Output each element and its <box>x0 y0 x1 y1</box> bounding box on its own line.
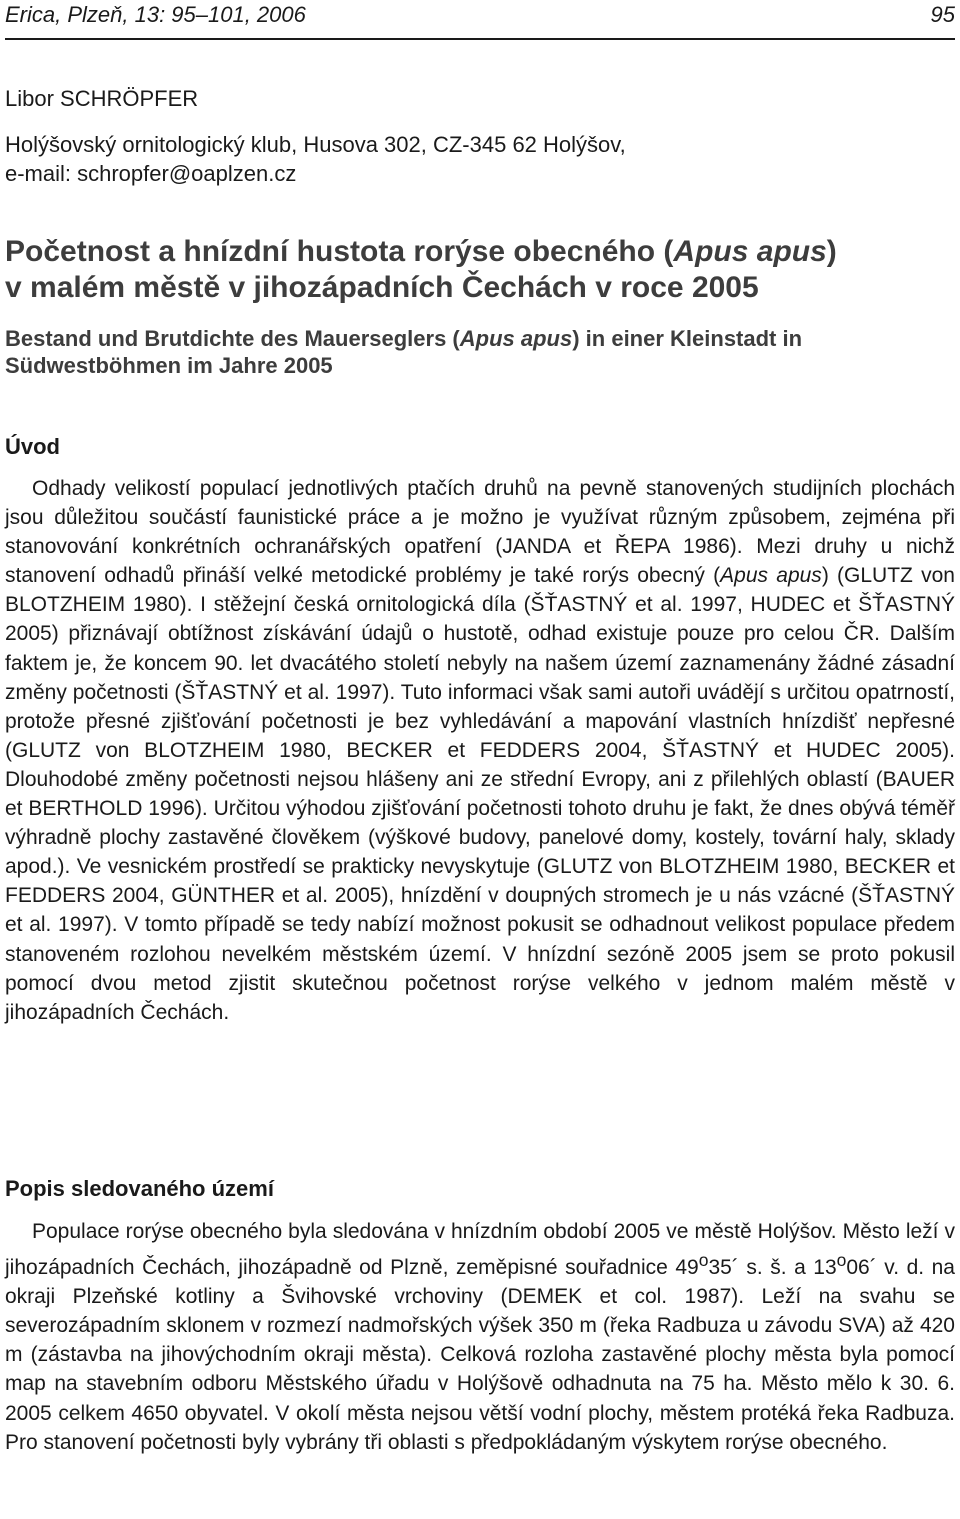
species-name: Apus apus <box>673 235 827 268</box>
page-number: 95 <box>930 2 955 27</box>
title-czech-line1: Početnost a hnízdní hustota rorýse obecného (Apus apus) <box>5 235 837 268</box>
species-name: Apus apus <box>720 564 822 588</box>
paragraph-uvod: Odhady velikostí populací jednotlivých ptačích druhů na pevně stanovených studijních plochách jsou důležitou součástí faunistické práce a je možno je využívat různým způsobem, zejména při stanovování konkrétních ochranářských opatření (JANDA et ŘEPA 1986). Mezi druhy u nichž stanovení odhadů přináší velké metodické problémy je také rorýs obecný (Apus apus) (GLUTZ von BLOTZHEIM 1980). I stěžejní česká ornitologická díla (ŠŤASTNÝ et al. 1997, HUDEC et ŠŤASTNÝ 2005) přiznávají obtížnost získávání údajů o hustotě, odhad existuje pouze pro celou ČR. Dalším faktem je, že koncem 90. let dvacátého století nebyly na našem území zaznamenány žádné zásadní změny početnosti (ŠŤASTNÝ et al. 1997). Tuto informaci však sami autoři uvádějí s určitou opatrností, protože přesné zjišťování početnosti je bez vyhledávání a mapování vlastních hnízdišť nepřesné (GLUTZ von BLOTZHEIM 1980, BECKER et FEDDERS 2004, ŠŤASTNÝ et HUDEC 2005). Dlouhodobé změny početnosti nejsou hlášeny ani ze střední Evropy, ani z přilehlých oblastí (BAUER et BERTHOLD 1996). Určitou výhodou zjišťování početnosti tohoto druhu je fakt, že dnes obývá téměř výhradně plochy zastavěné člověkem (výškové budovy, panelové domy, kostely, tovární haly, sklady apod.). Ve vesnickém prostředí se prakticky nevyskytuje (GLUTZ von BLOTZHEIM 1980, BECKER et FEDDERS 2004, GÜNTHER et al. 2005), hnízdění v doupných stromech je u nás vzácné (ŠŤASTNÝ et al. 1997). V tomto případě se tedy nabízí možnost pokusit se odhadnout velikost populace předem stanoveném rozlohou nevelkém městském území. V hnízdní sezóně 2005 jsem se proto pokusil pomocí dvou metod zjistit skutečnou početnost rorýse velkého v jednom malém městě v jihozápadních Čechách. <box>5 477 955 1024</box>
degree-mark: o <box>698 1250 709 1271</box>
species-name: Apus apus <box>459 326 573 351</box>
header-rule <box>5 38 955 40</box>
section-heading-uvod: Úvod <box>5 434 60 459</box>
paragraph-popis: Populace rorýse obecného byla sledována v hnízdním období 2005 ve městě Holýšov. Město leží v jihozápadních Čechách, jihozápadně od Plzně, zeměpisné souřadnice 49$^o$35´ s. š. a 13$^o$06´ v. d. na okraji Plzeňské kotliny a Švihovské vrchoviny (DEMEK et col. 1987). Leží na svahu se severozápadním sklonem v rozmezí nadmořských výšek 350 m (řeka Radbuza u závodu SVA) až 420 m (zástavba na jihovýchodním okraji města). Celková rozloha zastavěné plochy města byla pomocí map na stavebním odboru Městského úřadu v Holýšově odhadnuta na 75 ha. Město mělo k 30. 6. 2005 celkem 4650 obyvatel. V okolí města nejsou větší vodní plochy, městem protéká řeka Radbuza. Pro stanovení početnosti byly vybrány tři oblasti s předpokládaným výskytem rorýse obecného. <box>5 1220 955 1454</box>
article-title-german: Bestand und Brutdichte des Mauerseglers (Apus apus) in einer Kleinstadt in Südwestböhmen im Jahre 2005 <box>5 326 803 378</box>
journal-citation: Erica, Plzeň, 13: 95–101, 2006 <box>5 2 306 27</box>
affiliation-email: e-mail: schropfer@oaplzen.cz <box>5 161 297 186</box>
author-name: Libor SCHRÖPFER <box>5 86 199 111</box>
degree-mark: o <box>836 1250 847 1271</box>
affiliation-address: Holýšovský ornitologický klub, Husova 302, CZ-345 62 Holýšov, <box>5 132 626 157</box>
article-title-czech <box>5 234 955 306</box>
author-affiliation <box>5 130 626 188</box>
title-czech-line2: v malém městě v jihozápadních Čechách v roce 2005 <box>5 271 759 304</box>
running-head <box>5 2 955 32</box>
section-heading-popis: Popis sledovaného území <box>5 1176 274 1201</box>
